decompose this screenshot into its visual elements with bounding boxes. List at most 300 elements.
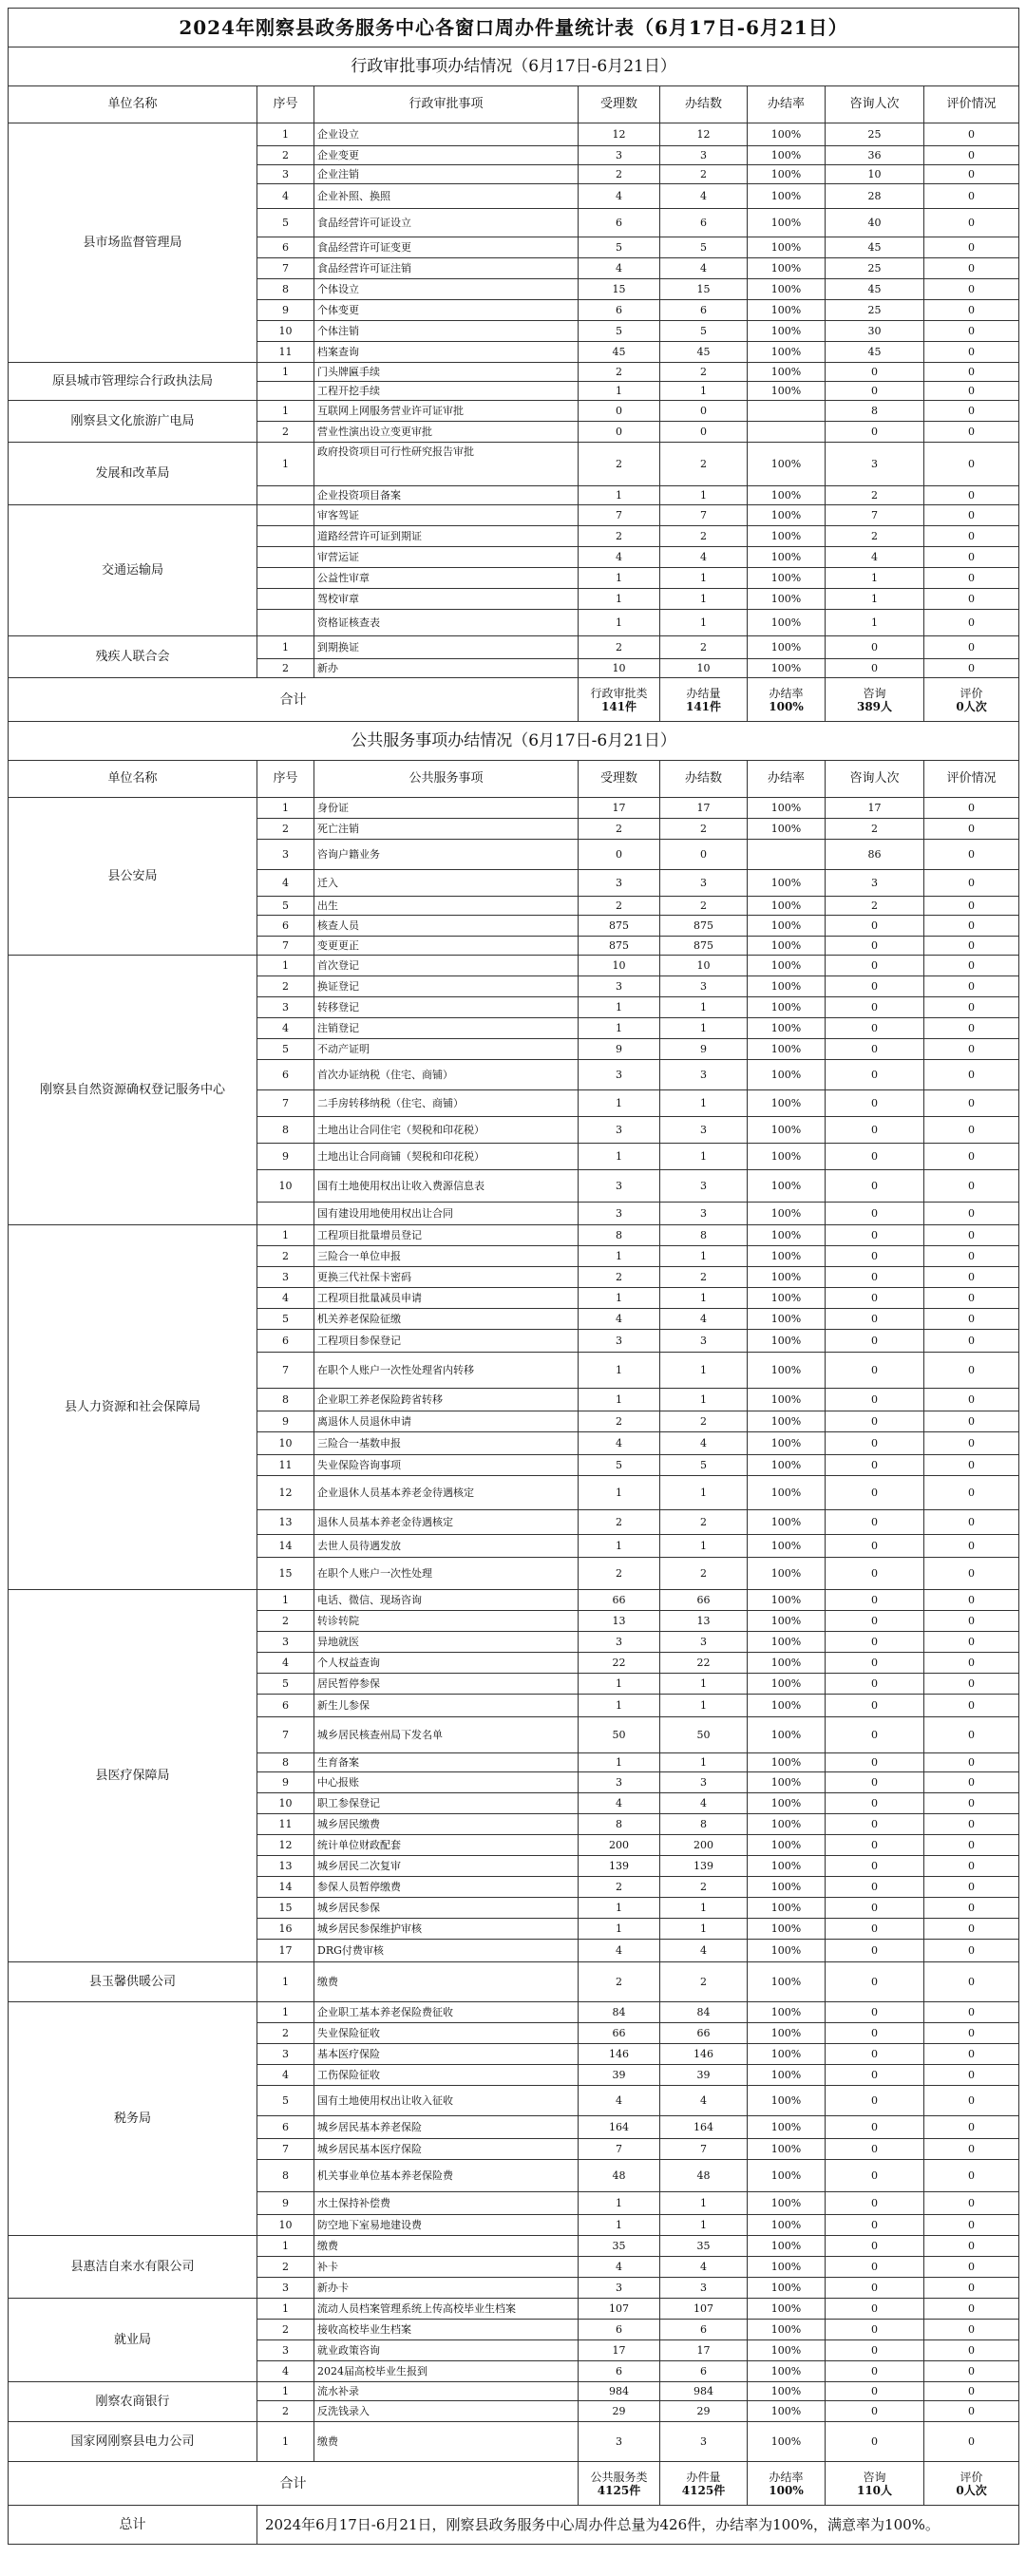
- item-cell: 换证登记: [314, 976, 579, 997]
- accepted-cell: 29: [579, 2401, 660, 2422]
- accepted-cell: 4: [579, 1309, 660, 1330]
- title-row: [9, 9, 1019, 47]
- rate-cell: 100%: [748, 382, 826, 401]
- done-cell: 3: [660, 2278, 748, 2299]
- header-row: [9, 761, 1019, 798]
- accepted-cell: 3: [579, 1170, 660, 1203]
- table-row: [9, 443, 1019, 486]
- seq-cell: 8: [257, 1117, 314, 1144]
- table-row: [9, 2236, 1019, 2257]
- accepted-cell: 66: [579, 1590, 660, 1611]
- eval-cell: 0: [924, 956, 1019, 976]
- accepted-cell: 5: [579, 321, 660, 342]
- unit-name: 县医疗保障局: [9, 1590, 257, 1962]
- eval-cell: 0: [924, 1877, 1019, 1898]
- table-row: [9, 363, 1019, 382]
- done-cell: 1: [660, 1246, 748, 1267]
- summary-rate: [748, 2462, 826, 2506]
- accepted-cell: 13: [579, 1611, 660, 1632]
- seq-cell: 10: [257, 1793, 314, 1814]
- seq-cell: 1: [257, 636, 314, 659]
- rate-cell: 100%: [748, 2401, 826, 2422]
- done-cell: 1: [660, 486, 748, 505]
- rate-cell: 100%: [748, 976, 826, 997]
- done-cell: 1: [660, 1674, 748, 1695]
- seq-cell: 11: [257, 1814, 314, 1835]
- rate-cell: 100%: [748, 1170, 826, 1203]
- accepted-cell: 45: [579, 342, 660, 363]
- seq-cell: 6: [257, 1330, 314, 1353]
- consult-cell: 0: [826, 1039, 924, 1060]
- item-cell: 咨询户籍业务: [314, 840, 579, 870]
- rate-cell: 100%: [748, 300, 826, 321]
- rate-cell: 100%: [748, 997, 826, 1018]
- rate-cell: 100%: [748, 1288, 826, 1309]
- done-cell: 2: [660, 165, 748, 184]
- eval-cell: 0: [924, 2320, 1019, 2340]
- eval-cell: 0: [924, 342, 1019, 363]
- rate-cell: 100%: [748, 1267, 826, 1288]
- summary-label: 合计: [9, 678, 579, 722]
- consult-cell: 0: [826, 2086, 924, 2116]
- eval-cell: 0: [924, 2044, 1019, 2065]
- eval-cell: 0: [924, 2278, 1019, 2299]
- done-cell: 2: [660, 636, 748, 659]
- accepted-cell: 1: [579, 2192, 660, 2215]
- eval-cell: 0: [924, 2116, 1019, 2139]
- rate-header: 办结率: [748, 86, 826, 123]
- rate-cell: 100%: [748, 321, 826, 342]
- done-cell: 2: [660, 1411, 748, 1432]
- accepted-cell: 1: [579, 589, 660, 610]
- item-cell: DRG付费审核: [314, 1940, 579, 1962]
- accepted-cell: 2: [579, 819, 660, 840]
- rate-cell: 100%: [748, 2236, 826, 2257]
- rate-cell: 100%: [748, 547, 826, 568]
- item-cell: 失业保险咨询事项: [314, 1455, 579, 1476]
- consult-cell: 36: [826, 146, 924, 165]
- rate-cell: 100%: [748, 897, 826, 916]
- seq-cell: 1: [257, 798, 314, 819]
- consult-cell: 0: [826, 2215, 924, 2236]
- eval-cell: 0: [924, 659, 1019, 678]
- consult-cell: 0: [826, 1288, 924, 1309]
- consult-cell: 0: [826, 1432, 924, 1455]
- done-cell: 1: [660, 1288, 748, 1309]
- seq-cell: 10: [257, 2215, 314, 2236]
- rate-cell: 100%: [748, 1835, 826, 1856]
- consult-cell: 0: [826, 1611, 924, 1632]
- rate-cell: 100%: [748, 1632, 826, 1653]
- consult-cell: 0: [826, 2044, 924, 2065]
- item-cell: 生育备案: [314, 1753, 579, 1772]
- eval-cell: 0: [924, 2236, 1019, 2257]
- accepted-cell: 0: [579, 840, 660, 870]
- consult-cell: 0: [826, 1835, 924, 1856]
- unit-header: 单位名称: [9, 761, 257, 798]
- accepted-cell: 2: [579, 1962, 660, 2002]
- done-cell: 0: [660, 840, 748, 870]
- seq-cell: 6: [257, 1060, 314, 1090]
- done-cell: 3: [660, 1117, 748, 1144]
- rate-cell: 100%: [748, 123, 826, 146]
- done-cell: 66: [660, 2023, 748, 2044]
- consult-cell: 0: [826, 2278, 924, 2299]
- table-row: [9, 1225, 1019, 1246]
- accepted-cell: 1: [579, 610, 660, 636]
- summary-consult-label: 咨询: [863, 686, 886, 700]
- summary-eval-label: 评价: [960, 686, 983, 700]
- summary-label: 合计: [9, 2462, 579, 2506]
- item-cell: 失业保险征收: [314, 2023, 579, 2044]
- eval-cell: 0: [924, 1144, 1019, 1170]
- item-cell: 电话、微信、现场咨询: [314, 1590, 579, 1611]
- unit-name: 残疾人联合会: [9, 636, 257, 678]
- seq-cell: 2: [257, 422, 314, 443]
- seq-cell: 1: [257, 1590, 314, 1611]
- item-cell: 缴费: [314, 2236, 579, 2257]
- item-cell: 企业投资项目备案: [314, 486, 579, 505]
- consult-cell: 1: [826, 568, 924, 589]
- table-row: [9, 798, 1019, 819]
- item-cell: 离退休人员退休申请: [314, 1411, 579, 1432]
- seq-cell: 1: [257, 1962, 314, 2002]
- item-cell: 统计单位财政配套: [314, 1835, 579, 1856]
- rate-cell: 100%: [748, 1144, 826, 1170]
- summary-category-label: 公共服务类: [590, 2470, 648, 2484]
- rate-cell: 100%: [748, 1476, 826, 1510]
- item-cell: 企业注销: [314, 165, 579, 184]
- rate-cell: 100%: [748, 258, 826, 279]
- seq-cell: 3: [257, 840, 314, 870]
- accepted-cell: 1: [579, 1695, 660, 1717]
- rate-cell: 100%: [748, 2320, 826, 2340]
- consult-cell: 0: [826, 1090, 924, 1117]
- seq-cell: 3: [257, 1632, 314, 1653]
- item-cell: 政府投资项目可行性研究报告审批: [314, 443, 579, 486]
- statistics-table: [8, 8, 1019, 2545]
- seq-cell: 6: [257, 916, 314, 937]
- done-cell: 22: [660, 1653, 748, 1674]
- eval-cell: 0: [924, 1510, 1019, 1535]
- accepted-cell: 875: [579, 916, 660, 937]
- done-cell: 5: [660, 237, 748, 258]
- rate-cell: 100%: [748, 1611, 826, 1632]
- item-cell: 迁入: [314, 870, 579, 897]
- done-cell: 875: [660, 916, 748, 937]
- item-cell: 企业退休人员基本养老金待遇核定: [314, 1476, 579, 1510]
- eval-cell: 0: [924, 1898, 1019, 1919]
- accepted-cell: 2: [579, 363, 660, 382]
- rate-cell: 100%: [748, 146, 826, 165]
- eval-cell: 0: [924, 1558, 1019, 1590]
- eval-cell: 0: [924, 1330, 1019, 1353]
- table-row: [9, 2382, 1019, 2401]
- eval-cell: 0: [924, 1432, 1019, 1455]
- done-cell: 984: [660, 2382, 748, 2401]
- eval-cell: 0: [924, 916, 1019, 937]
- item-cell: 异地就医: [314, 1632, 579, 1653]
- consult-cell: 0: [826, 659, 924, 678]
- item-cell: 防空地下室易地建设费: [314, 2215, 579, 2236]
- summary-row: [9, 2462, 1019, 2506]
- done-cell: 3: [660, 2422, 748, 2462]
- eval-cell: 0: [924, 1476, 1019, 1510]
- seq-cell: [257, 1203, 314, 1225]
- eval-header: 评价情况: [924, 761, 1019, 798]
- table-row: [9, 636, 1019, 659]
- seq-cell: 4: [257, 870, 314, 897]
- accepted-cell: 6: [579, 209, 660, 237]
- consult-cell: 0: [826, 636, 924, 659]
- accepted-cell: 2: [579, 1411, 660, 1432]
- item-cell: 城乡居民参保: [314, 1898, 579, 1919]
- consult-cell: 0: [826, 2422, 924, 2462]
- consult-cell: 0: [826, 956, 924, 976]
- consult-cell: 0: [826, 916, 924, 937]
- summary-consult: [826, 2462, 924, 2506]
- consult-header: 咨询人次: [826, 761, 924, 798]
- rate-cell: 100%: [748, 1411, 826, 1432]
- done-cell: 84: [660, 2002, 748, 2023]
- rate-cell: 100%: [748, 568, 826, 589]
- unit-name: 就业局: [9, 2299, 257, 2382]
- table-row: [9, 505, 1019, 526]
- rate-cell: 100%: [748, 2065, 826, 2086]
- eval-cell: 0: [924, 1090, 1019, 1117]
- rate-cell: 100%: [748, 1225, 826, 1246]
- rate-cell: 100%: [748, 2257, 826, 2278]
- eval-cell: 0: [924, 1611, 1019, 1632]
- rate-cell: 100%: [748, 1856, 826, 1877]
- eval-cell: 0: [924, 422, 1019, 443]
- done-cell: 1: [660, 1476, 748, 1510]
- done-cell: 13: [660, 1611, 748, 1632]
- eval-cell: 0: [924, 321, 1019, 342]
- seq-cell: 8: [257, 279, 314, 300]
- seq-cell: 5: [257, 897, 314, 916]
- seq-cell: 7: [257, 1353, 314, 1389]
- rate-cell: 100%: [748, 2086, 826, 2116]
- seq-cell: [257, 382, 314, 401]
- consult-cell: 45: [826, 237, 924, 258]
- header-row: [9, 86, 1019, 123]
- consult-cell: 25: [826, 300, 924, 321]
- summary-consult-label: 咨询: [863, 2470, 886, 2484]
- item-cell: 审客驾证: [314, 505, 579, 526]
- seq-cell: 3: [257, 1267, 314, 1288]
- seq-cell: 11: [257, 1455, 314, 1476]
- summary-consult: [826, 678, 924, 722]
- accepted-cell: 1: [579, 1674, 660, 1695]
- done-cell: 139: [660, 1856, 748, 1877]
- accepted-cell: 2: [579, 1877, 660, 1898]
- seq-cell: 4: [257, 2361, 314, 2382]
- unit-name: 交通运输局: [9, 505, 257, 636]
- eval-cell: 0: [924, 1695, 1019, 1717]
- no-header: 序号: [257, 86, 314, 123]
- done-cell: 2: [660, 1510, 748, 1535]
- done-cell: 7: [660, 2139, 748, 2160]
- unit-name: 县人力资源和社会保障局: [9, 1225, 257, 1590]
- seq-cell: 3: [257, 165, 314, 184]
- seq-cell: 7: [257, 2139, 314, 2160]
- item-cell: 居民暂停参保: [314, 1674, 579, 1695]
- item-cell: 食品经营许可证变更: [314, 237, 579, 258]
- accepted-cell: 3: [579, 1117, 660, 1144]
- consult-cell: 0: [826, 422, 924, 443]
- item-cell: 国有建设用地使用权出让合同: [314, 1203, 579, 1225]
- consult-cell: 0: [826, 2236, 924, 2257]
- item-cell: 流水补录: [314, 2382, 579, 2401]
- summary-category-label: 行政审批类: [590, 686, 648, 700]
- accepted-cell: 1: [579, 1288, 660, 1309]
- item-cell: 门头牌匾手续: [314, 363, 579, 382]
- accepted-cell: 4: [579, 1940, 660, 1962]
- accepted-cell: 4: [579, 2257, 660, 2278]
- item-cell: 国有土地使用权出让收入费源信息表: [314, 1170, 579, 1203]
- done-cell: 3: [660, 976, 748, 997]
- accepted-cell: 1: [579, 1389, 660, 1411]
- item-cell: 食品经营许可证注销: [314, 258, 579, 279]
- table-row: [9, 2002, 1019, 2023]
- eval-cell: 0: [924, 1856, 1019, 1877]
- rate-cell: 100%: [748, 1330, 826, 1353]
- item-cell: 二手房转移纳税（住宅、商铺）: [314, 1090, 579, 1117]
- eval-cell: 0: [924, 2002, 1019, 2023]
- done-cell: 1: [660, 1695, 748, 1717]
- seq-cell: 2: [257, 659, 314, 678]
- eval-cell: 0: [924, 610, 1019, 636]
- eval-cell: 0: [924, 1535, 1019, 1558]
- rate-cell: 100%: [748, 1653, 826, 1674]
- consult-cell: 1: [826, 589, 924, 610]
- consult-cell: 3: [826, 443, 924, 486]
- seq-cell: 1: [257, 2236, 314, 2257]
- accepted-cell: 66: [579, 2023, 660, 2044]
- seq-cell: 15: [257, 1898, 314, 1919]
- eval-cell: 0: [924, 526, 1019, 547]
- consult-cell: 0: [826, 937, 924, 956]
- rate-cell: 100%: [748, 184, 826, 209]
- item-cell: 首次办证纳税（住宅、商铺）: [314, 1060, 579, 1090]
- consult-cell: 0: [826, 2257, 924, 2278]
- done-cell: 1: [660, 2192, 748, 2215]
- rate-cell: 100%: [748, 589, 826, 610]
- consult-cell: 0: [826, 363, 924, 382]
- summary-consult-value: 110人: [856, 2483, 893, 2497]
- accepted-cell: 48: [579, 2160, 660, 2192]
- seq-cell: 4: [257, 184, 314, 209]
- table-row: [9, 2299, 1019, 2320]
- rate-cell: 100%: [748, 1039, 826, 1060]
- eval-cell: 0: [924, 1835, 1019, 1856]
- summary-eval-value: 0人次: [956, 699, 987, 713]
- consult-cell: 1: [826, 610, 924, 636]
- table-row: [9, 401, 1019, 422]
- done-cell: 1: [660, 1018, 748, 1039]
- summary-category-value: 141件: [600, 699, 637, 713]
- rate-cell: 100%: [748, 1246, 826, 1267]
- seq-cell: 7: [257, 937, 314, 956]
- accepted-cell: 1: [579, 1898, 660, 1919]
- accepted-cell: 2: [579, 1267, 660, 1288]
- rate-cell: 100%: [748, 2299, 826, 2320]
- done-cell: 1: [660, 1090, 748, 1117]
- eval-cell: 0: [924, 165, 1019, 184]
- rate-cell: 100%: [748, 1353, 826, 1389]
- eval-cell: 0: [924, 1717, 1019, 1753]
- seq-cell: 7: [257, 258, 314, 279]
- unit-name: 发展和改革局: [9, 443, 257, 505]
- item-cell: 城乡居民核查州局下发名单: [314, 1717, 579, 1753]
- item-cell: 不动产证明: [314, 1039, 579, 1060]
- done-cell: 3: [660, 1170, 748, 1203]
- admin_section-title-row: [9, 47, 1019, 86]
- item-cell: 三险合一基数申报: [314, 1432, 579, 1455]
- done-cell: 6: [660, 209, 748, 237]
- rate-cell: 100%: [748, 165, 826, 184]
- item-cell: 公益性审章: [314, 568, 579, 589]
- seq-cell: 2: [257, 819, 314, 840]
- eval-cell: 0: [924, 2257, 1019, 2278]
- accepted-cell: 4: [579, 1793, 660, 1814]
- table-row: [9, 1590, 1019, 1611]
- seq-cell: 2: [257, 2257, 314, 2278]
- done-cell: 7: [660, 505, 748, 526]
- accepted-cell: 200: [579, 1835, 660, 1856]
- consult-cell: 0: [826, 2401, 924, 2422]
- consult-cell: 0: [826, 1018, 924, 1039]
- item-cell: 企业职工基本养老保险费征收: [314, 2002, 579, 2023]
- accepted-cell: 1: [579, 2215, 660, 2236]
- rate-cell: 100%: [748, 1877, 826, 1898]
- item-cell: 个体设立: [314, 279, 579, 300]
- item-cell: 更换三代社保卡密码: [314, 1267, 579, 1288]
- accepted-cell: 107: [579, 2299, 660, 2320]
- seq-cell: 1: [257, 2382, 314, 2401]
- rate-cell: 100%: [748, 1590, 826, 1611]
- done-cell: 10: [660, 956, 748, 976]
- accepted-cell: 0: [579, 422, 660, 443]
- consult-cell: 0: [826, 2065, 924, 2086]
- done-cell: 4: [660, 1432, 748, 1455]
- seq-cell: 13: [257, 1510, 314, 1535]
- item-cell: 企业补照、换照: [314, 184, 579, 209]
- accepted-cell: 3: [579, 146, 660, 165]
- accepted-cell: 3: [579, 1060, 660, 1090]
- eval-cell: 0: [924, 589, 1019, 610]
- done-cell: 2: [660, 1267, 748, 1288]
- summary-eval-value: 0人次: [956, 2483, 987, 2497]
- seq-cell: 7: [257, 1090, 314, 1117]
- item-cell: 驾校审章: [314, 589, 579, 610]
- seq-cell: 9: [257, 300, 314, 321]
- seq-cell: 2: [257, 2023, 314, 2044]
- total-text: 2024年6月17日-6月21日，刚察县政务服务中心周办件总量为426件，办结率为100%，满意率为100%。: [257, 2506, 1019, 2545]
- seq-cell: 8: [257, 1753, 314, 1772]
- unit-name: 原县城市管理综合行政执法局: [9, 363, 257, 401]
- consult-cell: 25: [826, 258, 924, 279]
- done-cell: 2: [660, 897, 748, 916]
- done-cell: 4: [660, 547, 748, 568]
- done-cell: 6: [660, 2320, 748, 2340]
- table-row: [9, 956, 1019, 976]
- rate-cell: 100%: [748, 819, 826, 840]
- item-cell: 中心报账: [314, 1772, 579, 1793]
- eval-cell: 0: [924, 2361, 1019, 2382]
- consult-cell: 4: [826, 547, 924, 568]
